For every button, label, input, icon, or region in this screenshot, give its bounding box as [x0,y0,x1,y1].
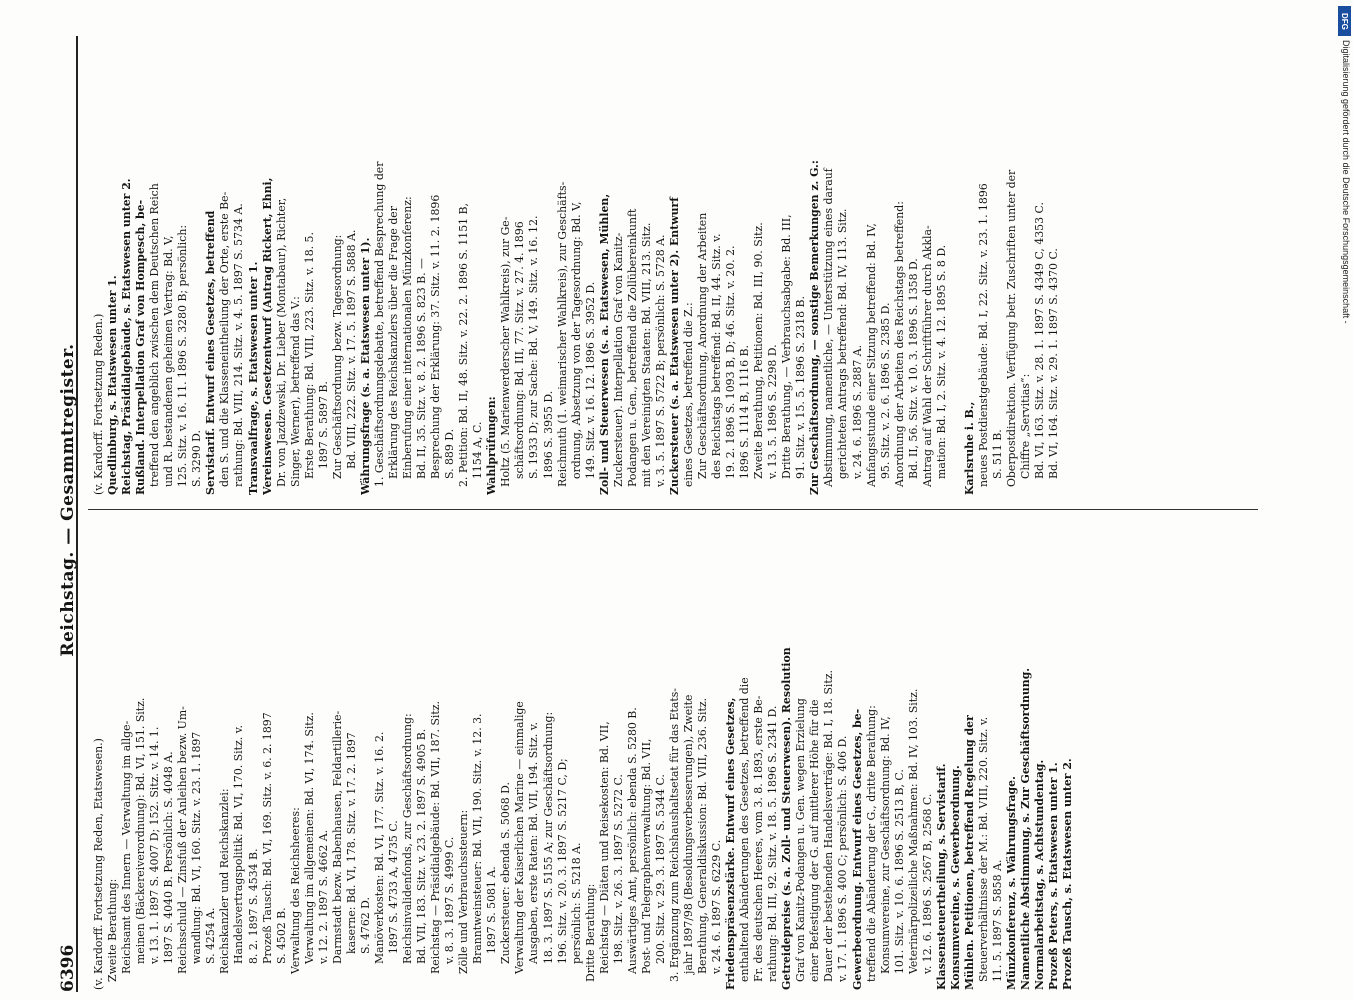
register-entry-line: Veterinärpolizeiliche Maßnahmen: Bd. IV, 103. Sitz. [906,688,920,974]
register-entry-line: v. 24. 6. 1896 S. 2887 A. [850,344,864,479]
register-entry-line: Dr. von Jazdzewski, Dr. Lieber (Montabaur), Richter, [274,197,288,487]
register-entry-line: 3. Ergänzung zum Reichshaushaltsetat für das Etats- [667,688,681,982]
register-entry-line: Fr. des deutschen Heeres, vom 3. 8. 1893, erste Be- [752,695,766,982]
register-entry-line: Konsumvereine, zur Geschäftsordnung: Bd. IV, [878,716,892,974]
register-entry-line: 1896 S. 3955 D. [541,390,555,479]
register-entry-line: Einberufung einer internationalen Münzkonferenz: [401,196,415,479]
register-entry-line: 101. Sitz. v. 10. 6. 1896 S. 2513 B, C. [892,769,906,974]
register-entry-line: Bd. VII, 183. Sitz. v. 23. 2. 1897 S. 4905 B. [415,728,429,964]
register-entry-line: 149. Sitz. v. 16. 12. 1896 S. 3952 D. [583,281,597,479]
register-entry-heading: Transvaalfrage, s. Etatswesen unter 1. [246,261,260,495]
register-entry-line: Reichstag — Diäten und Reisekosten: Bd. VII, [597,721,611,974]
register-entry-line: Manöverkosten: Bd. VI, 177. Sitz. v. 16. 2. [372,731,386,964]
register-entry-heading: Währungsfrage (s. a. Etatswesen unter 1). [358,237,372,495]
register-entry-line: Bd. VI, 164. Sitz. v. 29. 1. 1897 S. 4370 C. [1047,248,1061,479]
register-entry-line: Zölle und Verbrauchssteuern: [457,809,471,974]
register-entry-line: Besprechung der Erklärung: 37. Sitz. v. 11. 2. 1896 [429,194,443,479]
register-entry-line: Graf von Kanitz-Podangen u. Gen. wegen Erzielung [794,698,808,982]
digitization-note: Digitalisierung gefördert durch die Deutsche Forschungsgemeinschaft - [1341,40,1351,324]
register-entry-line: Steuerverhältnisse der M.: Bd. VIII, 220. Sitz. v. [976,716,990,982]
register-entry-line: Reichskanzler und Reichskanzlei: [218,788,232,974]
register-entry-heading: Zoll- und Steuerwesen (s. a. Etatswesen, Mühlen, [597,193,611,495]
register-entry-heading: Prozeß Tausch, s. Etatswesen unter 2. [1061,758,1075,990]
register-entry-heading: Normalarbeitstag, s. Achtstundentag. [1033,759,1047,990]
register-entry-line: 2. Petition: Bd. II, 48. Sitz. v. 22. 2. 1896 S. 1151 B, [457,203,471,487]
register-entry-line: 1897 S. 4733 A, 4735 C. [386,820,400,954]
register-entry-heading: Prozeß Peters, s. Etatswesen unter 1. [1047,762,1061,990]
register-entry-line: Oberpostdirektion. Verfügung betr. Zuschriften unter der [1005,169,1019,487]
register-entry-heading: Zuckersteuer (s. a. Etatswesen unter 2). Entwurf [667,197,681,495]
register-entry-line: meinen (Bäckereiverordnung): Bd. VI, 151. Sitz. [134,697,148,964]
register-entry-line: ordnung, Absetzung von der Tagesordnung: Bd. V, [569,201,583,479]
register-entry-line: Zuckersteuer: ebenda S. 5068 D. [499,782,513,964]
page-number: 6396 [58,944,78,992]
register-entry-heading: Friedenspräsenzstärke. Entwurf eines Gesetzes, [724,697,738,990]
register-entry-line: Branntweinsteuer: Bd. VII, 190. Sitz. v. 12. 3. [471,713,485,964]
register-entry-line: S. 889 D. [443,428,457,479]
register-entry-line: Reichsamt des Innern — Verwaltung im allge- [120,720,134,974]
register-entry-line: Post- und Telegraphenverwaltung: Bd. VII, [639,738,653,974]
register-entry-line: S. 511 B. [991,429,1004,479]
register-entry-line: S. 3290 D. [190,430,204,487]
register-entry-line: jahr 1897/98 (Besoldungsverbesserungen), Zweite [681,694,695,974]
register-entry-line: S. 4254 A. [204,907,218,964]
register-entry-line: S. 4502 B. [274,907,288,964]
header-rule [76,36,78,992]
register-entry-line: wandlung: Bd. VI, 160. Sitz. v. 23. 1. 1897 [190,731,204,964]
register-entry-line: Berathung, Generaldiskussion: Bd. VIII, 236. Sitz. [696,697,710,974]
register-entry-line: Handelsvertragspolitik: Bd. VI, 170. Sitz. v. [232,724,246,964]
register-entry-line: Abstimmung, namentliche, — Unterstützung eines darauf [822,168,836,487]
dfg-logo: DFG [1338,6,1351,36]
register-entry-heading: Karlsruhe i. B., [962,401,976,495]
register-entry-line: 91. Sitz. v. 15. 5. 1896 S. 2318 B. [794,296,808,479]
register-entry-line: Zweite Berathung: [106,878,120,982]
register-entry-line: Zweite Berathung, Petitionen: Bd. III, 90. Sitz. [752,222,766,479]
register-entry-line: treffend die Abänderung der G., dritte Berathung: [864,705,878,982]
register-entry-line: Bd. VIII, 222. Sitz. v. 17. 5. 1897 S. 5888 A. [344,229,358,469]
register-entry-line: Podangen u. Gen., betreffend die Zollübereinkunft [625,208,639,487]
register-entry-line: 1897 S. 5081 A. [485,866,499,954]
register-entry-line: v. 3. 5. 1897 S. 5722 B; persönlich: S. 5728 A. [653,234,667,487]
register-entry-line: 18. 3. 1897 S. 5155 A; zur Geschäftsordnung: [541,711,555,964]
register-entry-line: neues Postdienstgebäude: Bd. I, 22. Sitz. v. 23. 1. 1896 [976,183,990,487]
register-entry-line: Ausgaben, erste Raten: Bd. VII, 194. Sitz. v. [527,721,541,964]
register-entry-heading: Namentliche Abstimmung, s. Zur Geschäftsordnung. [1019,667,1033,990]
register-entry-line: Reichsschuld — Zinsfuß der Anleihen bezw. Um- [176,706,190,974]
right-column [92,53,1252,495]
register-entry-line: Zuckersteuer). Interpellation Graf von Kanitz- [611,232,625,487]
register-entry-heading: Mühlen. Petitionen, betreffend Regelung der [962,715,976,990]
register-entry-line: (v. Kardorff. Fortsetzung Reden.) [92,313,105,495]
register-entry-heading: Münzkonferenz, s. Währungsfrage. [1005,776,1019,990]
register-entry-line: 1. Geschäftsordnungsdebatte, betreffend Besprechung der [372,161,386,487]
register-entry-line: Chiffre „Servitias“: [1019,373,1033,479]
register-entry-line: Verwaltung des Reichsheeres: [288,807,302,974]
register-entry-line: den S. und die Klasseneintheilung der Orte, erste Be- [218,191,232,487]
register-entry-line: gerichteten Antrags betreffend: Bd. IV, 113. Sitz. [836,208,850,479]
register-entry-line: kaserne: Bd. VI, 178. Sitz. v. 17. 2. 1897 [344,732,358,954]
register-entry-heading: Wahlprüfungen: [485,396,499,495]
register-entry-line: 1154 A, C. [471,421,485,479]
running-head: Reichstag. — Gesammtregister. [58,343,78,657]
register-entry-heading: Zur Geschäftsordnung, — sonstige Bemerkungen z. G.: [808,160,822,495]
register-entry-line: des Reichstags betreffend: Bd. II, 44. Sitz. v. [710,233,724,479]
register-entry-line: v. 12. 2. 1897 S. 4662 A. [316,829,330,964]
register-entry-line: S. 1933 D; zur Sache: Bd. V, 149. Sitz. v. 16. 12. [527,215,541,479]
register-entry-line: 200. Sitz. v. 29. 3. 1897 S. 5344 C. [653,774,667,964]
register-entry-line: mit den Vereinigten Staaten: Bd. VIII, 213. Sitz. [639,222,653,487]
register-entry-line: Verwaltung der Kaiserlichen Marine — einmalige [513,701,527,974]
register-entry-heading: Quedlinburg, s. Etatswesen unter 1. [106,275,120,495]
register-entry-line: Reichsinvalidenfonds, zur Geschäftsordnung: [401,713,415,964]
register-entry-line: schäftsordnung: Bd. III, 77. Sitz. v. 27. 4. 1896 [513,221,527,479]
left-column [92,548,1252,990]
register-entry-line: Darmstadt bezw. Babenhausen, Feldartillerie- [330,710,344,964]
register-entry-line: Bd. VI, 163. Sitz. v. 28. 1. 1897 S. 4349 C, 4353 C. [1033,202,1047,479]
register-entry-line: v. 13. 1. 1897 S. 4007 D; 152. Sitz. v. 14. 1. [148,726,162,964]
register-entry-line: 11. 5. 1897 S. 5858 A. [991,859,1004,982]
register-entry-heading: Vereinswesen. Gesetzentwurf (Antrag Rickert, Ehni, [260,177,274,495]
register-entry-heading: Rußland. Interpellation Graf von Hompesch, be- [134,199,148,495]
register-entry-line: Bd. II, 35. Sitz. v. 8. 2. 1896 S. 823 B. — [415,258,429,479]
register-entry-heading: Reichstag, Präsidialgebäude, s. Etatswesen unter 2. [120,178,134,495]
register-entry-line: Reichstag — Präsidialgebäude: Bd. VII, 187. Sitz. [429,701,443,974]
register-entry-line: Erste Berathung: Bd. VIII, 223. Sitz. v. 18. 5. [302,232,316,479]
register-entry-line: Verwaltung im allgemeinen: Bd. VI, 174. Sitz. [302,712,316,964]
register-entry-line: (v. Kardorff. Fortsetzung Reden, Etatswesen.) [92,738,105,990]
register-entry-line: Erklärung des Reichskanzlers über die Frage der [386,206,400,479]
register-entry-line: 1897 S. 5897 B. [316,381,330,469]
register-entry-heading: Konsumvereine, s. Gewerbeordnung. [948,765,962,990]
register-entry-line: S. 4762 D. [358,897,372,954]
register-entry-line: v. 17. 1. 1896 S. 400 C; persönlich: S. 406 D. [836,735,850,982]
register-entry-line: Dritte Berathung, — Verbrauchsabgabe: Bd. III, [780,214,794,479]
register-entry-line: 8. 2. 1897 S. 4534 B. [246,848,260,964]
register-entry-line: Singer, Werner), betreffend das V.: [288,296,302,487]
register-entry-line: rathung: Bd. VIII, 214. Sitz. v. 4. 5. 1897 S. 5734 A. [232,203,246,487]
register-entry-line: v. 13. 5. 1896 S. 2298 D. [766,344,780,479]
register-entry-line: 95. Sitz. v. 2. 6. 1896 S. 2385 D. [878,302,892,479]
register-entry-line: mation: Bd. I, 2. Sitz. v. 4. 12. 1895 S. 8 D. [934,244,948,479]
register-entry-heading: Servistarif. Entwurf eines Gesetzes, betreffend [204,210,218,495]
register-entry-line: Dritte Berathung: [583,883,597,982]
register-entry-line: v. 12. 6. 1896 S. 2567 B, 2568 C. [920,793,934,974]
register-entry-line: 196. Sitz. v. 20. 3. 1897 S. 5217 C, D; [555,758,569,964]
register-entry-line: enthaltend Abänderungen des Gesetzes, betreffend die [738,677,752,982]
register-entry-line: 1896 S. 1114 B, 1116 B. [738,345,752,479]
register-entry-line: Zur Geschäftsordnung, Anordnung der Arbeiten [696,212,710,479]
register-entry-line [949,53,963,495]
register-entry-line: Auswärtiges Amt, persönlich: ebenda S. 5280 B. [625,707,639,974]
register-entry-line: v. 24. 6. 1897 S. 6229 C. [710,839,724,974]
register-entry-heading: Getreidepreise (s. a. Zoll- und Steuerwesen). Resolution [780,647,794,990]
register-entry-line: 19. 2. 1896 S. 1093 B, D; 46. Sitz. v. 20. 2. [724,245,738,479]
register-entry-line: 1897 S. 4040 B. Persönlich: S. 4048 A. [162,751,176,964]
register-entry-line: rathung: Bd. III, 92. Sitz. v. 18. 5. 1896 S. 2341 D. [766,705,780,982]
register-entry-line: v. 8. 3. 1897 S. 4999 C. [443,836,457,964]
register-entry-line: und R. bestandenen geheimen Vertrag: Bd. V, [162,235,176,487]
register-entry-line: 125. Sitz. v. 16. 11. 1896 S. 3280 B; persönlich: [176,224,190,487]
register-entry-line: Bd. II, 56. Sitz. v. 10. 3. 1896 S. 1358 D. [906,258,920,479]
register-entry-line: Reichmuth (1. weimarischer Wahlkreis), zur Geschäfts- [555,181,569,487]
register-entry-line: einer Befestigung der G. auf mittlerer Höhe für die [808,699,822,982]
register-entry-line: 198. Sitz. v. 26. 3. 1897 S. 5272 C. [611,774,625,964]
register-entry-line: persönlich: S. 5218 A. [569,842,583,964]
register-entry-line: treffend den angeblich zwischen dem Deutschen Reich [148,183,162,487]
register-entry-heading: Klassensteuertheilung, s. Servistarif. [934,763,948,990]
register-entry-heading: Gewerbeordnung. Entwurf eines Gesetzes, be- [850,708,864,990]
column-divider [88,509,1258,510]
register-entry-line: eines Gesetzes, betreffend die Z.: [681,302,695,487]
register-entry-line: Anfangsstunde einer Sitzung betreffend: Bd. IV, [864,223,878,487]
register-entry-line: Zur Geschäftsordnung bezw. Tagesordnung: [330,234,344,479]
register-entry-line: Anordnung der Arbeiten des Reichstags betreffend: [892,201,906,487]
register-entry-line: Dauer der bestehenden Handelsverträge: Bd. I, 18. Sitz. [822,670,836,982]
register-entry-line: Antrag auf Wahl der Schriftführer durch Akkla- [920,225,934,487]
register-entry-line: Prozeß Tausch: Bd. VI, 169. Sitz. v. 6. 2. 1897 [260,712,274,964]
register-entry-line: Holtz (5. Marienwerderscher Wahlkreis), zur Ge- [499,216,513,487]
